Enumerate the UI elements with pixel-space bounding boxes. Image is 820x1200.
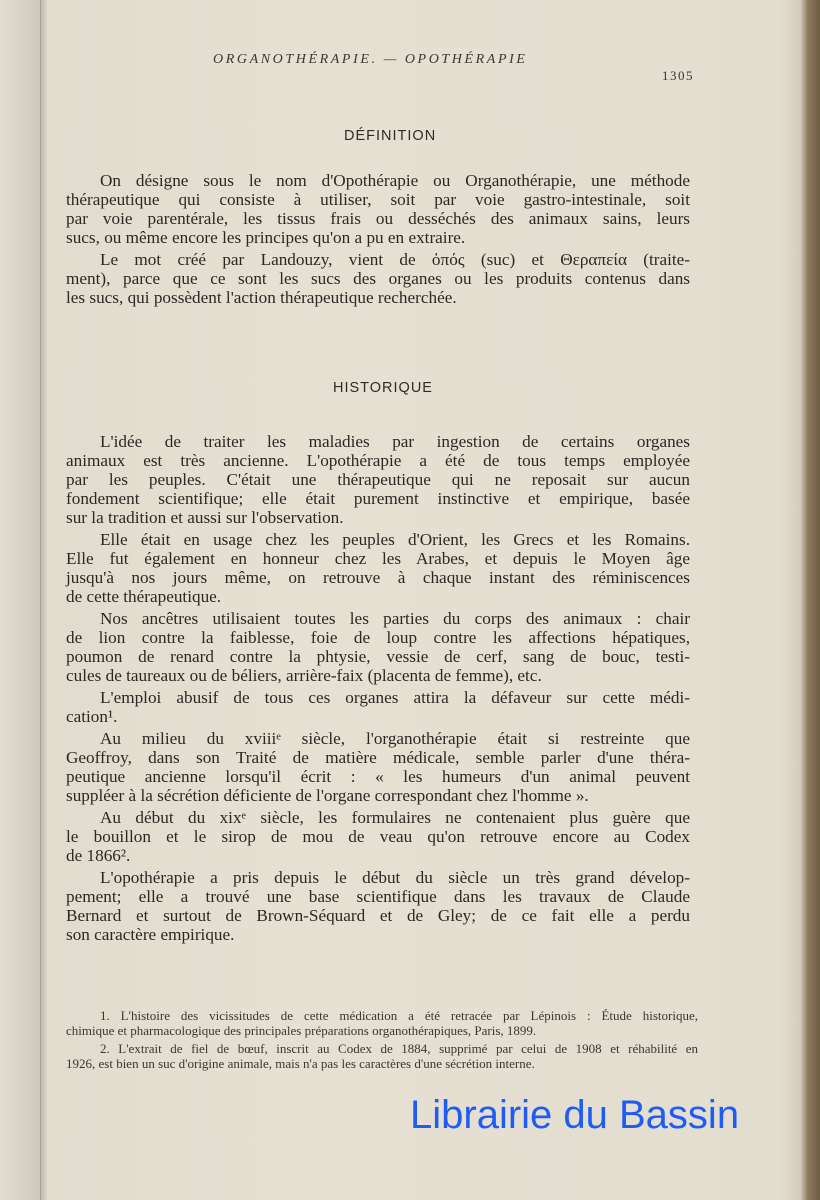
- text-line: par les peuples. C'était une thérapeutique qui ne reposait sur aucun: [66, 470, 690, 489]
- text-line: 1. L'histoire des vicissitudes de cette médication a été retracée par Lépinois : Étude historique,: [100, 1008, 698, 1023]
- text-line: Bernard et surtout de Brown-Séquard et de Gley; de ce fait elle a perdu: [66, 906, 690, 925]
- running-title: ORGANOTHÉRAPIE. — OPOTHÉRAPIE: [213, 52, 528, 67]
- paragraph: [66, 688, 690, 726]
- paragraph: [66, 729, 690, 805]
- historique-text: [66, 432, 690, 947]
- text-line: sur la tradition et aussi sur l'observation.: [66, 508, 344, 527]
- footnotes: [66, 1008, 698, 1074]
- paragraph: [66, 868, 690, 944]
- paragraph: [66, 609, 690, 685]
- text-line: Geoffroy, dans son Traité de matière médicale, semble parler d'une théra-: [66, 748, 690, 767]
- text-line: sucs, ou même encore les principes qu'on a pu en extraire.: [66, 228, 466, 247]
- text-line: L'idée de traiter les maladies par ingestion de certains organes: [100, 432, 690, 451]
- text-line: le bouillon et le sirop de mou de veau qu'on retrouve encore au Codex: [66, 827, 690, 846]
- paragraph: [66, 432, 690, 527]
- text-line: par voie parentérale, les tissus frais ou desséchés des animaux sains, leurs: [66, 209, 690, 228]
- text-line: poumon de renard contre la phtysie, vessie de cerf, sang de bouc, testi-: [66, 647, 690, 666]
- text-line: 2. L'extrait de fiel de bœuf, inscrit au Codex de 1884, supprimé par celui de 1908 et réhabilité en: [100, 1041, 698, 1056]
- watermark-logo: Librairie du Bassin: [410, 1093, 740, 1137]
- text-line: peutique ancienne lorsqu'il écrit : « les humeurs d'un animal peuvent: [66, 767, 690, 786]
- text-line: On désigne sous le nom d'Opothérapie ou Organothérapie, une méthode: [100, 171, 690, 190]
- paragraph: [66, 250, 690, 307]
- page-number: 1305: [662, 68, 694, 83]
- text-line: Le mot créé par Landouzy, vient de ὀπός (suc) et Θεραπεία (traite-: [100, 250, 690, 269]
- text-line: 1926, est bien un suc d'origine animale, mais n'a pas les caractères d'une sécrétion interne.: [66, 1056, 535, 1071]
- text-line: de lion contre la faiblesse, foie de loup contre les affections hépatiques,: [66, 628, 690, 647]
- text-line: Nos ancêtres utilisaient toutes les parties du corps des animaux : chair: [100, 609, 690, 628]
- text-line: animaux est très ancienne. L'opothérapie a été de tous temps employée: [66, 451, 690, 470]
- text-line: suppléer à la sécrétion déficiente de l'organe correspondant chez l'homme ».: [66, 786, 589, 805]
- text-line: jusqu'à nos jours même, on retrouve à chaque instant des réminiscences: [66, 568, 690, 587]
- text-line: son caractère empirique.: [66, 925, 235, 944]
- text-line: de 1866².: [66, 846, 131, 865]
- text-line: ment), parce que ce sont les sucs des organes ou les produits contenus dans: [66, 269, 690, 288]
- section-title-historique: HISTORIQUE: [333, 380, 433, 396]
- paragraph: [66, 1008, 698, 1038]
- facing-page-edge: [0, 0, 41, 1200]
- text-line: L'emploi abusif de tous ces organes attira la défaveur sur cette médi-: [100, 688, 690, 707]
- section-title-definition: DÉFINITION: [344, 128, 437, 144]
- text-line: cules de taureaux ou de béliers, arrière-faix (placenta de femme), etc.: [66, 666, 542, 685]
- text-line: thérapeutique qui consiste à utiliser, soit par voie gastro-intestinale, soit: [66, 190, 690, 209]
- definition-text: [66, 171, 690, 310]
- text-line: les sucs, qui possèdent l'action thérapeutique recherchée.: [66, 288, 457, 307]
- text-line: de cette thérapeutique.: [66, 587, 222, 606]
- text-line: L'opothérapie a pris depuis le début du siècle un très grand dévelop-: [100, 868, 690, 887]
- paragraph: [66, 530, 690, 606]
- paragraph: [66, 171, 690, 247]
- text-line: Elle fut également en honneur chez les Arabes, et depuis le Moyen âge: [66, 549, 690, 568]
- text-line: chimique et pharmacologique des principales préparations organothérapiques, Paris, 1899.: [66, 1023, 537, 1038]
- text-line: Au début du xixᵉ siècle, les formulaires ne contenaient plus guère que: [100, 808, 690, 827]
- paragraph: [66, 1041, 698, 1071]
- text-line: pement; elle a trouvé une base scientifique dans les travaux de Claude: [66, 887, 690, 906]
- text-line: Elle était en usage chez les peuples d'Orient, les Grecs et les Romains.: [100, 530, 690, 549]
- text-line: cation¹.: [66, 707, 118, 726]
- text-line: fondement scientifique; elle était purement instinctive et empirique, basée: [66, 489, 690, 508]
- text-line: Au milieu du xviiiᵉ siècle, l'organothérapie était si restreinte que: [100, 729, 690, 748]
- paragraph: [66, 808, 690, 865]
